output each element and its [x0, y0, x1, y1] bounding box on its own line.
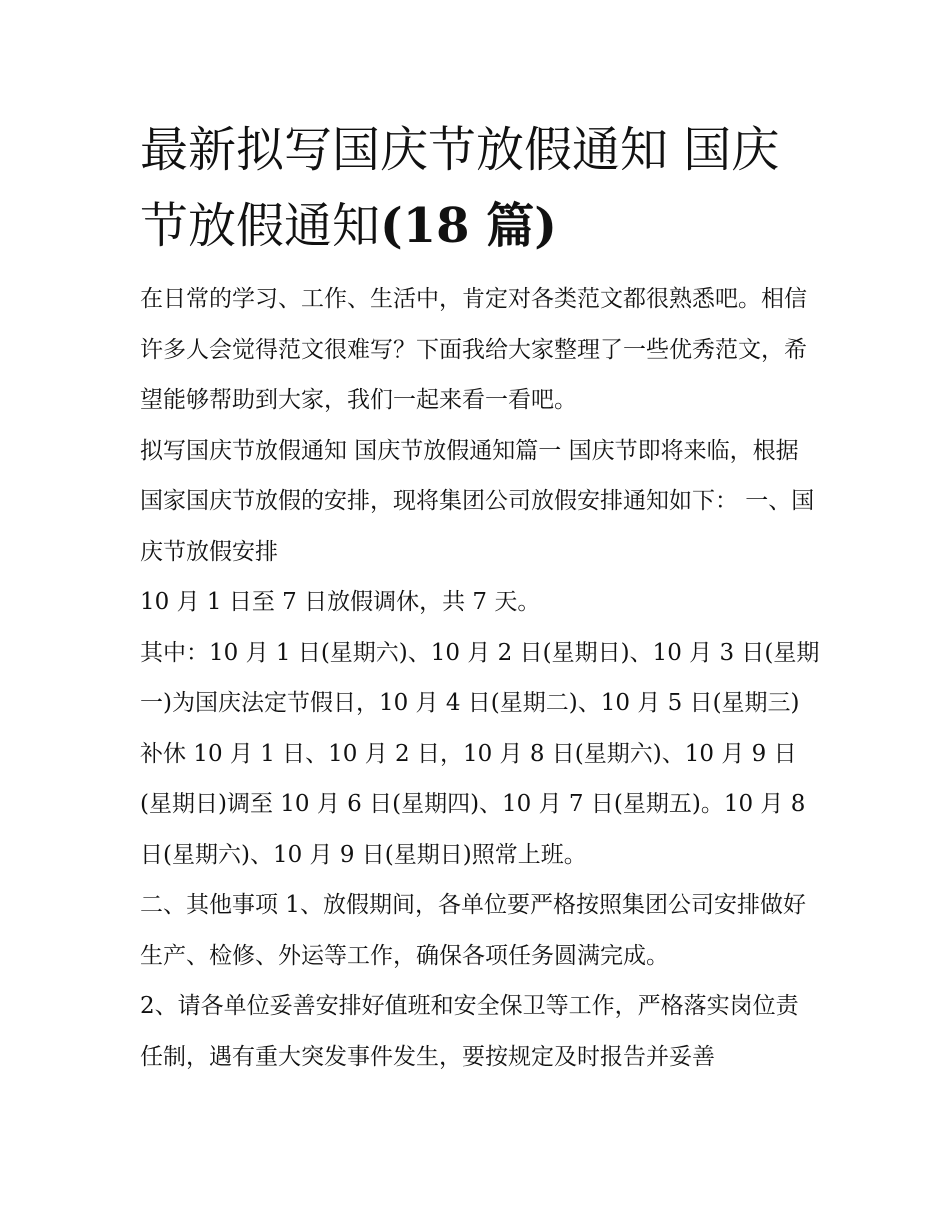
- notice-opening-paragraph: 拟写国庆节放假通知 国庆节放假通知篇一 国庆节即将来临，根据国家国庆节放假的安排，现将集团公司放假安排通知如下： 一、国庆节放假安排: [140, 437, 815, 565]
- duty-arrangement-paragraph: 2、请各单位妥善安排好值班和安全保卫等工作，严格落实岗位责任制，遇有重大突发事件发生，要按规定及时报告并妥善: [140, 993, 799, 1070]
- holiday-duration-paragraph: 10 月 1 日至 7 日放假调休，共 7 天。: [140, 589, 541, 615]
- document-title: [140, 112, 820, 264]
- title-count-text: (18 篇): [380, 198, 557, 254]
- intro-paragraph: 在日常的学习、工作、生活中，肯定对各类范文都很熟悉吧。相信许多人会觉得范文很难写？下面我给大家整理了一些优秀范文，希望能够帮助到大家，我们一起来看一看吧。: [140, 286, 807, 413]
- holiday-schedule-paragraph: 其中：10 月 1 日(星期六)、10 月 2 日(星期日)、10 月 3 日(星期一)为国庆法定节假日，10 月 4 日(星期二)、10 月 5 日(星期三)补休 10 月 1 日、10 月 2 日，10 月 8 日(星期六)、10 月 9 日(星期日)调至 10 月 6 日(星期四)、10 月 7 日(星期五)。10 月 8 日(星期六)、10 月 9 日(星期日)照常上班。: [140, 639, 820, 868]
- document-body: [140, 112, 820, 1082]
- other-matters-paragraph: 二、其他事项 1、放假期间，各单位要严格按照集团公司安排做好生产、检修、外运等工作，确保各项任务圆满完成。: [140, 892, 806, 969]
- title-main-text: 最新拟写国庆节放假通知 国庆节放假通知: [140, 122, 780, 254]
